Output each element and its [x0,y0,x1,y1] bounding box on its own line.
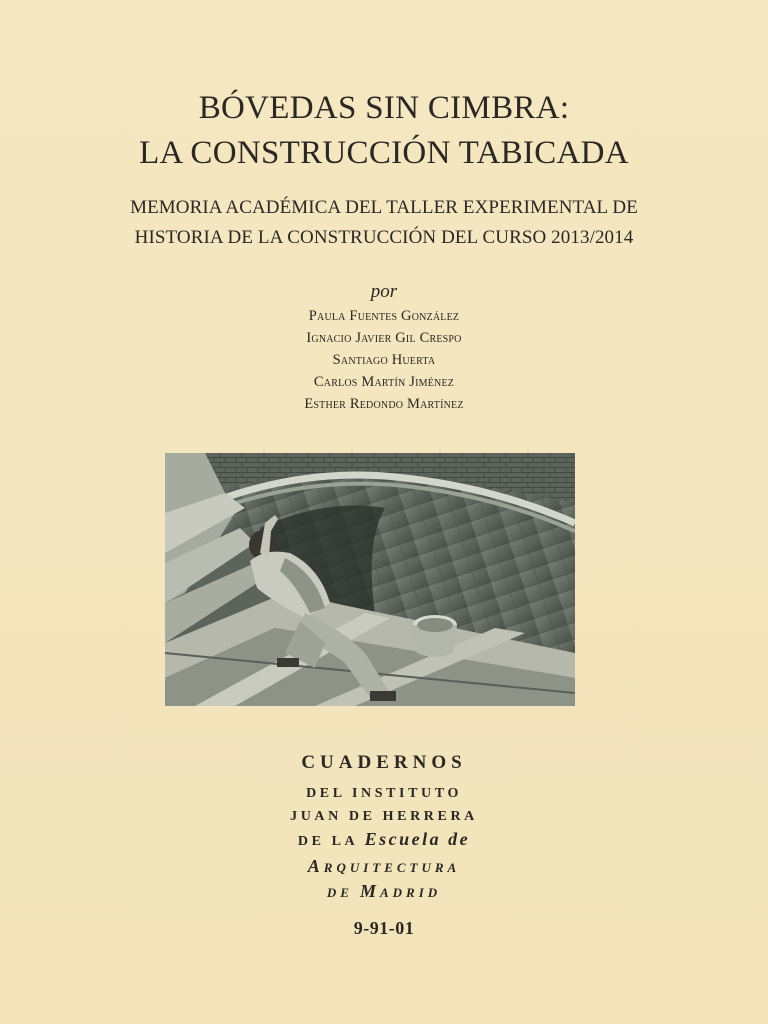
author-4: Carlos Martín Jiménez [313,374,455,390]
series-line-2: JUAN DE HERRERA [290,809,478,824]
author-2: Ignacio Javier Gil Crespo [306,330,462,346]
series-line-3-prefix: DE LA [297,834,358,849]
series-line-3 [0,828,768,853]
series-line-3-italic: Escuela de [364,829,471,849]
series-line-4 [0,855,768,880]
subtitle-line-2: HISTORIA DE LA CONSTRUCCIÓN DEL CURSO 2013/2014 [134,227,634,248]
series-line-5-prefix: de [326,881,353,901]
series-line-5 [0,880,768,905]
title-line-1: BÓVEDAS SIN CIMBRA: [198,90,570,126]
author-5: Esther Redondo Martínez [304,396,464,412]
subtitle-line-1: MEMORIA ACADÉMICA DEL TALLER EXPERIMENTAL DE [130,197,638,218]
series-heading: CUADERNOS [301,752,467,773]
series-line-5-italic: Madrid [359,881,442,901]
title-line-2: LA CONSTRUCCIÓN TABICADA [139,135,629,171]
by-label: por [370,281,398,302]
series-line-1: DEL INSTITUTO [306,786,462,801]
author-1: Paula Fuentes González [308,308,460,324]
catalog-code: 9-91-01 [353,918,415,938]
cover-photograph [165,453,575,706]
series-line-4-italic: Arquitectura [307,856,461,876]
author-3: Santiago Huerta [332,352,436,368]
